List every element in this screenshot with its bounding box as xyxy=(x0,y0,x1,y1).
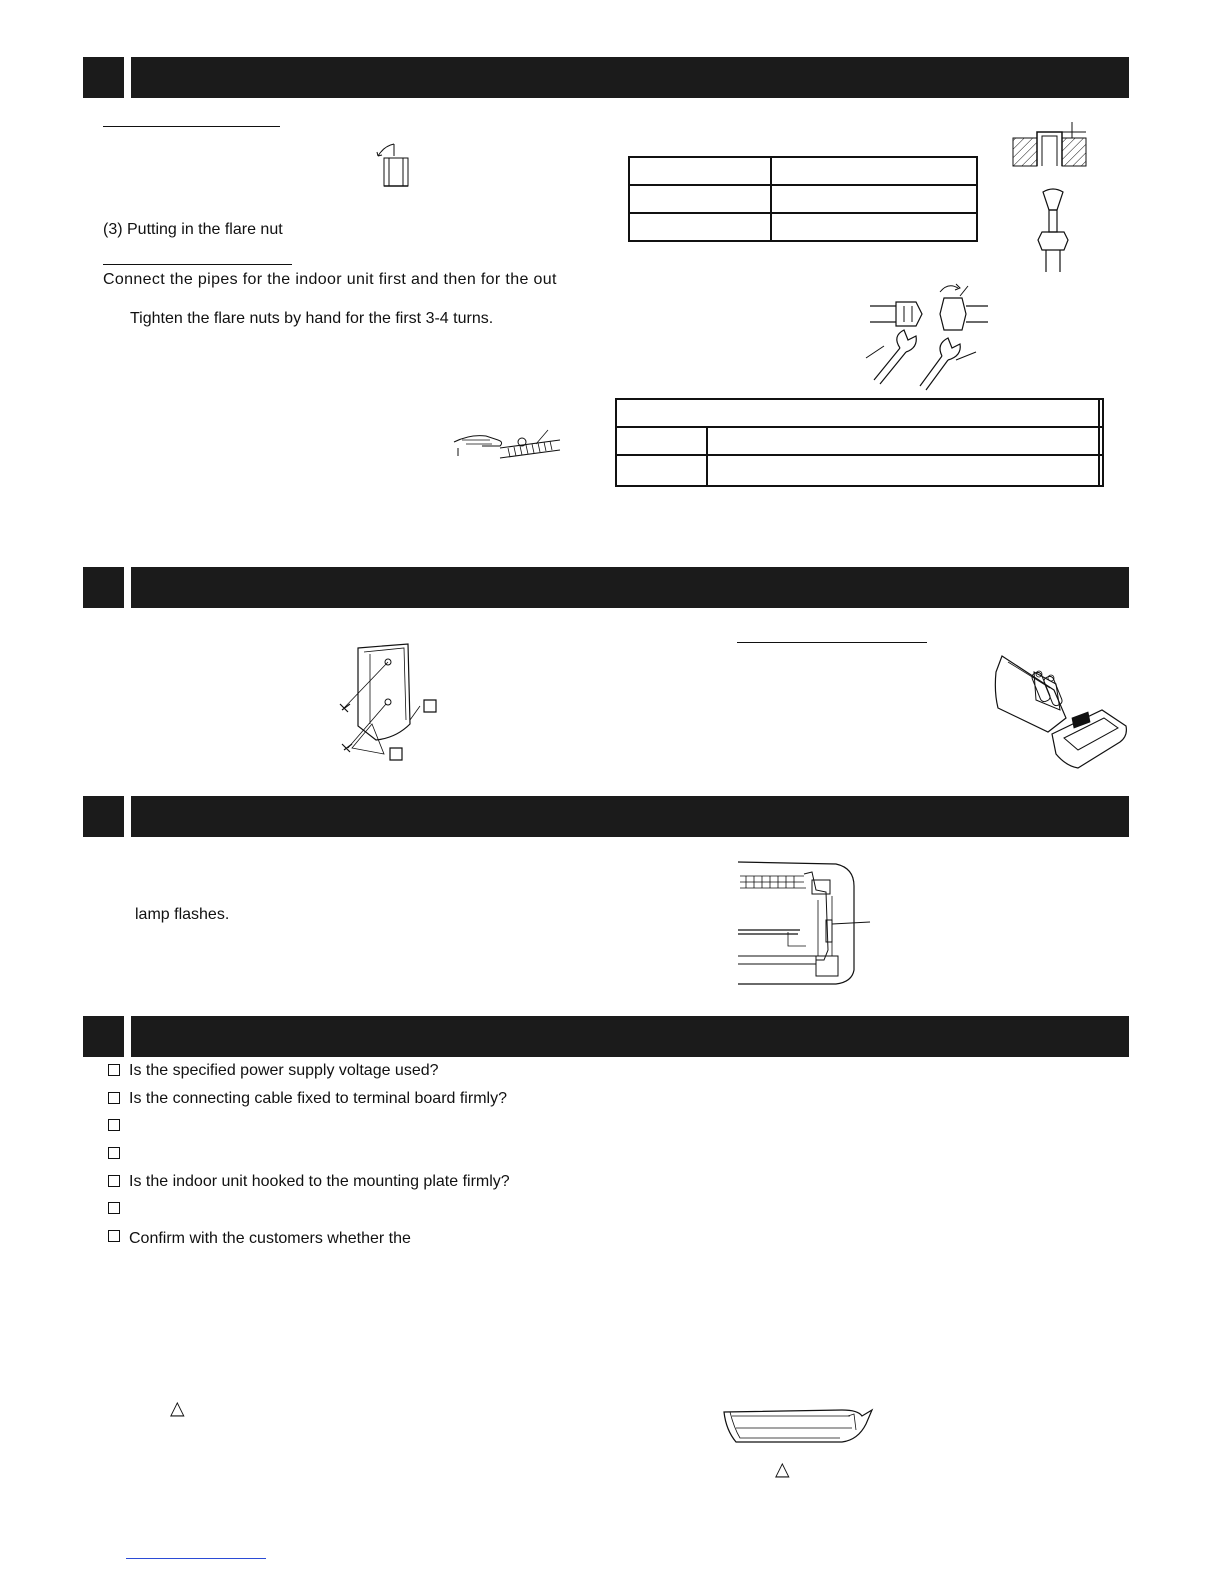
section-2-number-box xyxy=(83,567,124,608)
section-1-number-box xyxy=(83,57,124,98)
step-3-label: (3) Putting in the flare nut xyxy=(103,221,283,238)
checklist-checkbox[interactable] xyxy=(108,1092,120,1104)
table-cell xyxy=(616,399,1099,427)
checklist-item: Is the indoor unit hooked to the mounting plate firmly? xyxy=(129,1173,510,1190)
indoor-unit-bottom-icon xyxy=(722,1406,878,1446)
connect-pipes-text: Connect the pipes for the indoor unit first and then for the out xyxy=(103,271,557,288)
table-cell xyxy=(616,455,707,486)
remote-battery-icon xyxy=(994,652,1130,770)
lamp-flashes-text: lamp flashes. xyxy=(135,906,230,923)
section-1-header-bar xyxy=(131,57,1129,98)
checklist-checkbox[interactable] xyxy=(108,1147,120,1159)
checklist-item: Is the connecting cable fixed to terminal board firmly? xyxy=(129,1090,507,1107)
table-cell xyxy=(616,427,707,455)
checklist-item: Confirm with the customers whether the xyxy=(129,1230,411,1247)
two-wrenches-icon xyxy=(860,282,990,392)
subheading-underline xyxy=(103,264,292,265)
table-cell xyxy=(771,213,977,241)
warning-triangle-icon: △ xyxy=(170,1398,185,1419)
checklist-checkbox[interactable] xyxy=(108,1202,120,1214)
section-4-header-bar xyxy=(131,1016,1129,1057)
flare-tool-icon xyxy=(1030,188,1076,274)
warning-triangle-icon: △ xyxy=(775,1459,790,1480)
flare-size-table xyxy=(628,156,978,242)
table-cell xyxy=(629,157,771,185)
checklist-checkbox[interactable] xyxy=(108,1175,120,1187)
checklist-item: Is the specified power supply voltage used? xyxy=(129,1062,439,1079)
table-cell xyxy=(629,213,771,241)
checklist-checkbox[interactable] xyxy=(108,1230,120,1242)
subheading-underline xyxy=(103,126,280,127)
table-cell xyxy=(1099,455,1103,486)
table-cell xyxy=(1099,427,1103,455)
subheading-underline xyxy=(737,642,927,643)
flare-cross-section-icon xyxy=(1008,120,1092,170)
checklist-checkbox[interactable] xyxy=(108,1064,120,1076)
hand-pipe-icon xyxy=(452,428,564,462)
table-cell xyxy=(771,185,977,213)
checklist-checkbox[interactable] xyxy=(108,1119,120,1131)
link-underline xyxy=(126,1558,266,1559)
table-cell xyxy=(707,455,1099,486)
indoor-unit-front-icon xyxy=(736,860,876,988)
section-2-header-bar xyxy=(131,567,1129,608)
torque-table xyxy=(615,398,1104,487)
flare-angle-icon xyxy=(372,140,416,188)
table-cell xyxy=(771,157,977,185)
table-cell xyxy=(629,185,771,213)
table-cell xyxy=(707,427,1099,455)
table-cell xyxy=(1099,399,1103,427)
remote-holder-icon xyxy=(336,642,444,764)
section-3-number-box xyxy=(83,796,124,837)
section-4-number-box xyxy=(83,1016,124,1057)
section-3-header-bar xyxy=(131,796,1129,837)
tighten-flare-text: Tighten the flare nuts by hand for the first 3-4 turns. xyxy=(130,310,494,327)
